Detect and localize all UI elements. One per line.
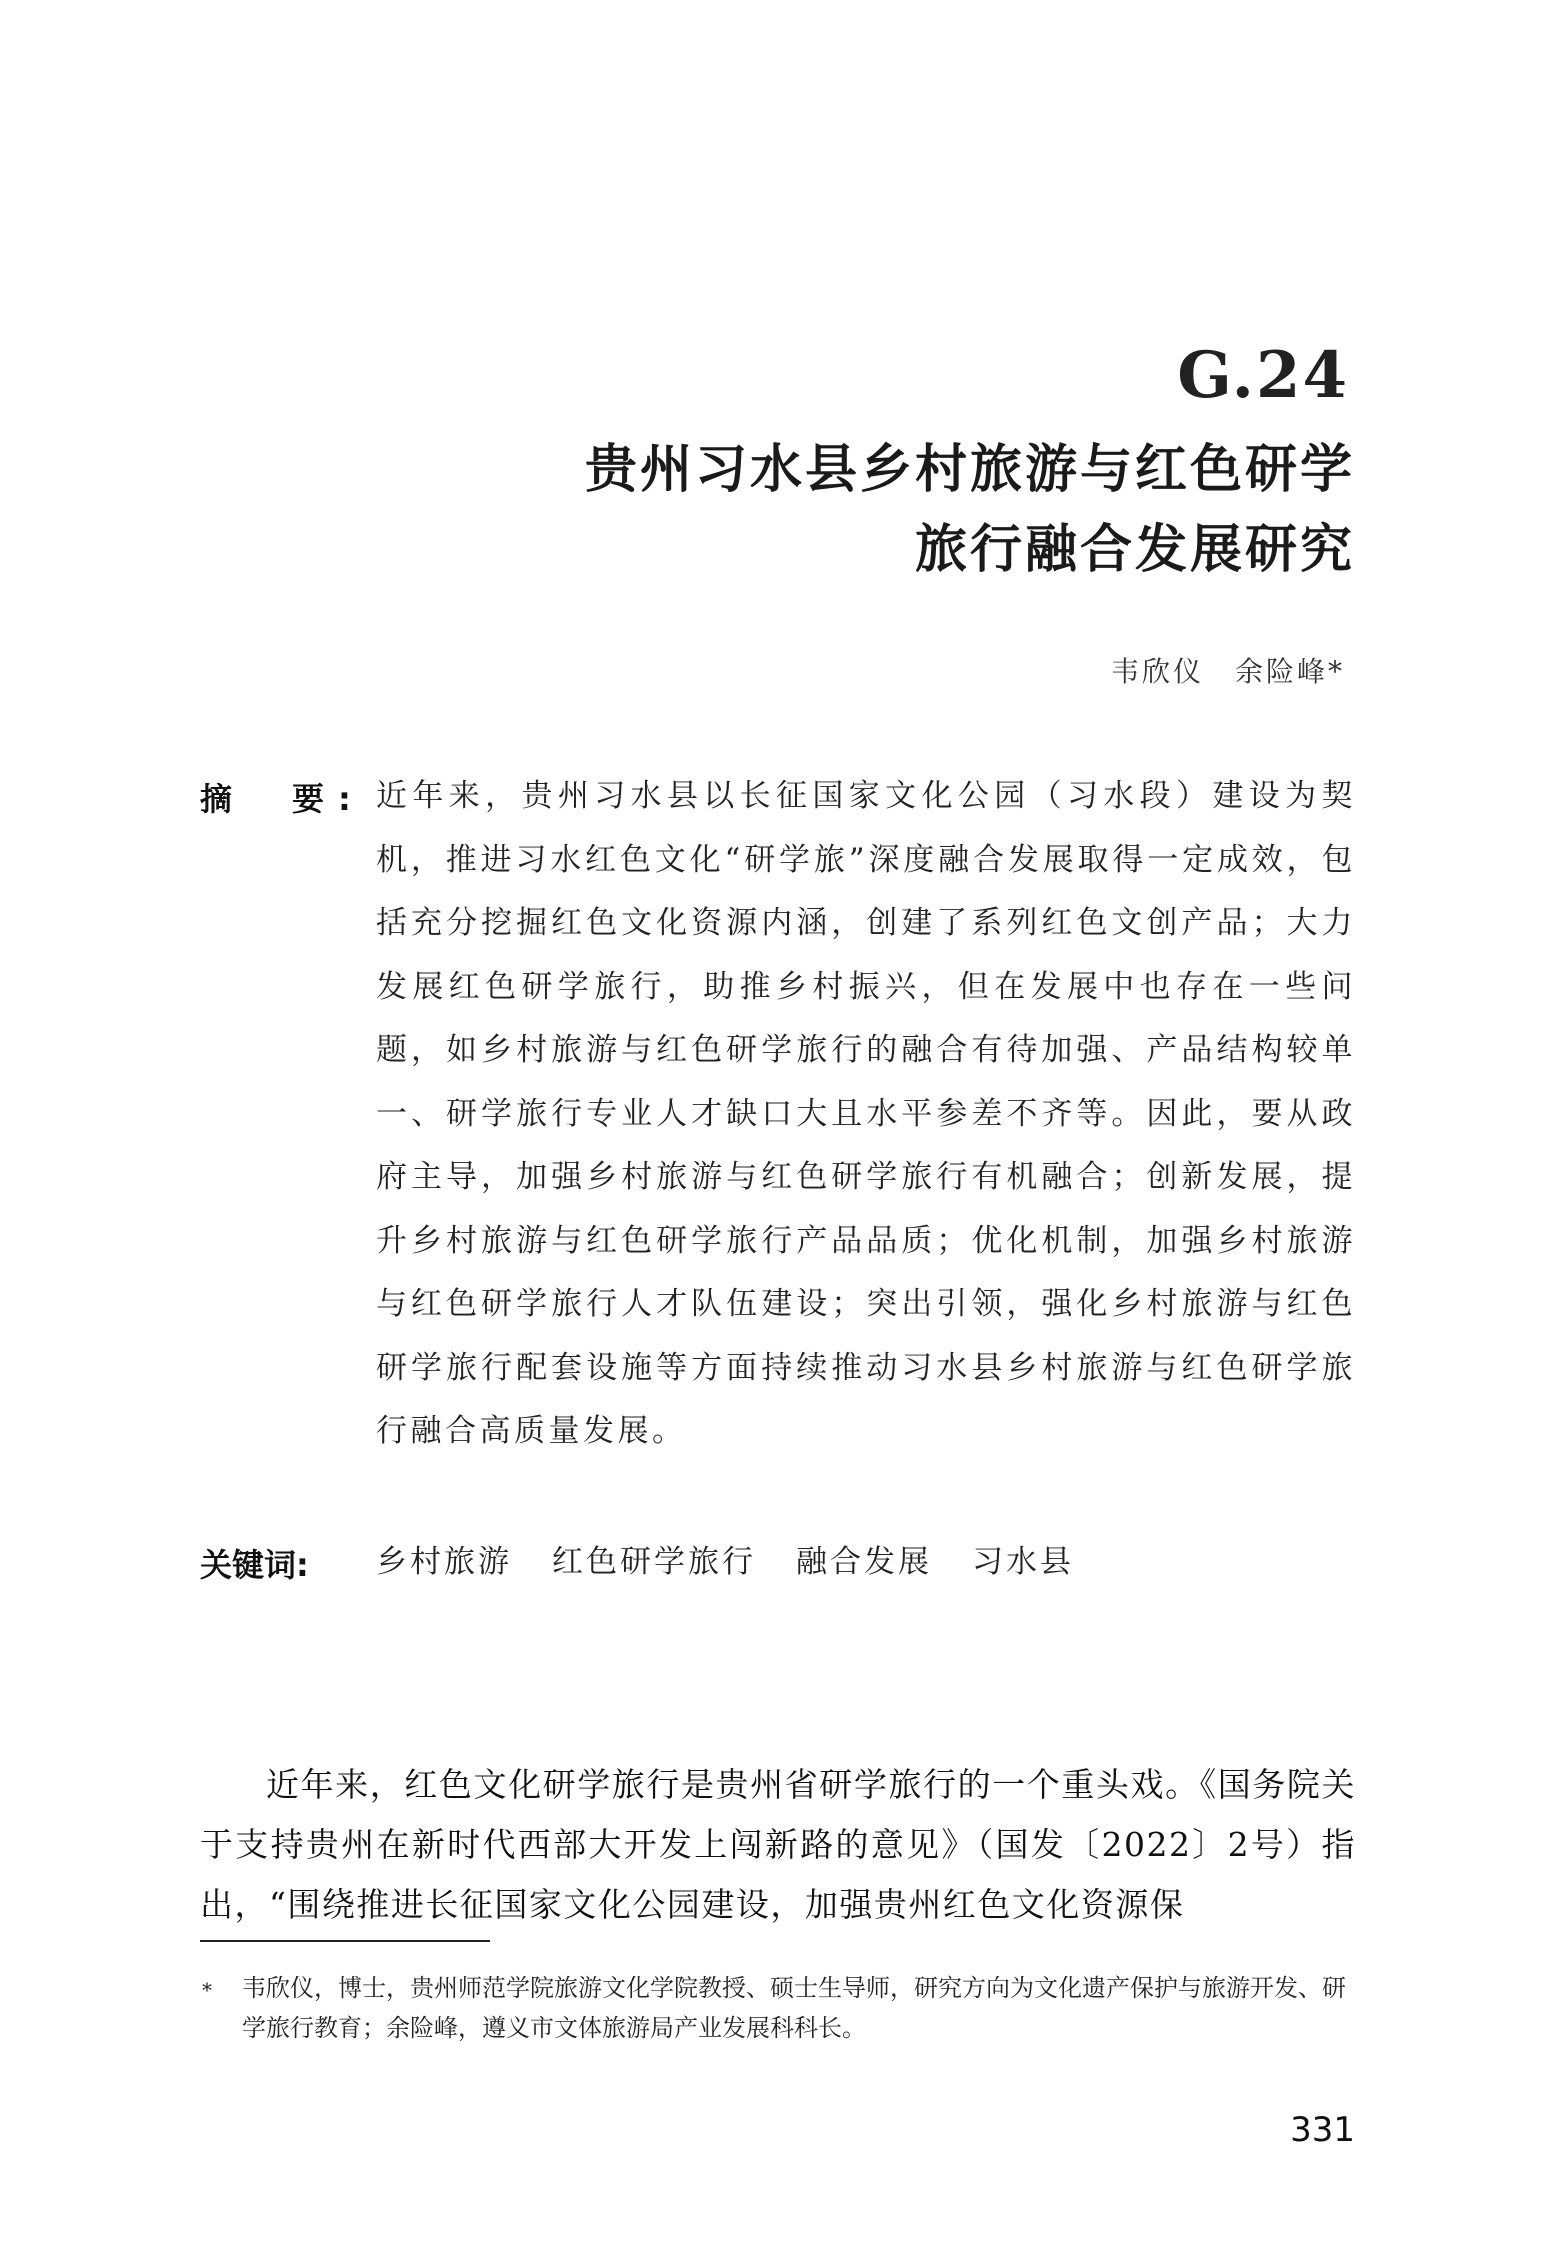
- body-paragraph: 近年来，红色文化研学旅行是贵州省研学旅行的一个重头戏。《国务院关于支持贵州在新时代西部大开发上闯新路的意见》（国发〔2022〕2号）指出，“围绕推进长征国家文化公园建设，加强贵州红色文化资源保: [200, 1765, 1356, 1924]
- article-title: [355, 430, 1355, 590]
- title-line-2: 旅行融合发展研究: [914, 520, 1355, 580]
- footnote-text: 韦欣仪，博士，贵州师范学院旅游文化学院教授、硕士生导师，研究方向为文化遗产保护与旅游开发、研学旅行教育；余险峰，遵义市文体旅游局产业发展科科长。: [242, 1974, 1346, 2042]
- keywords-label: 关键词:: [200, 1546, 309, 1584]
- keyword-item: 习水县: [972, 1544, 1074, 1580]
- keyword-item: 融合发展: [796, 1544, 932, 1580]
- title-line-1: 贵州习水县乡村旅游与红色研学: [584, 440, 1355, 500]
- chapter-code: G.24: [1177, 338, 1349, 413]
- keywords-list: [376, 1536, 1074, 1581]
- footnote-divider: [200, 1940, 490, 1942]
- keyword-item: 红色研学旅行: [552, 1544, 756, 1580]
- footnote-mark: *: [202, 1978, 212, 2002]
- author-footnote: [202, 1968, 1356, 2048]
- page-number: 331: [1290, 2110, 1355, 2150]
- abstract-text: 近年来，贵州习水县以长征国家文化公园（习水段）建设为契机，推进习水红色文化“研学旅”深度融合发展取得一定成效，包括充分挖掘红色文化资源内涵，创建了系列红色文创产品；大力发展红色研学旅行，助推乡村振兴，但在发展中也存在一些问题，如乡村旅游与红色研学旅行的融合有待加强、产品结构较单一、研学旅行专业人才缺口大且水平参差不齐等。因此，要从政府主导，加强乡村旅游与红色研学旅行有机融合；创新发展，提升乡村旅游与红色研学旅行产品品质；优化机制，加强乡村旅游与红色研学旅行人才队伍建设；突出引领，强化乡村旅游与红色研学旅行配套设施等方面持续推动习水县乡村旅游与红色研学旅行融合高质量发展。: [376, 778, 1356, 1449]
- author-line: 韦欣仪 余险峰*: [1110, 655, 1345, 688]
- abstract-label: 摘 要:: [200, 780, 365, 818]
- keyword-item: 乡村旅游: [376, 1544, 512, 1580]
